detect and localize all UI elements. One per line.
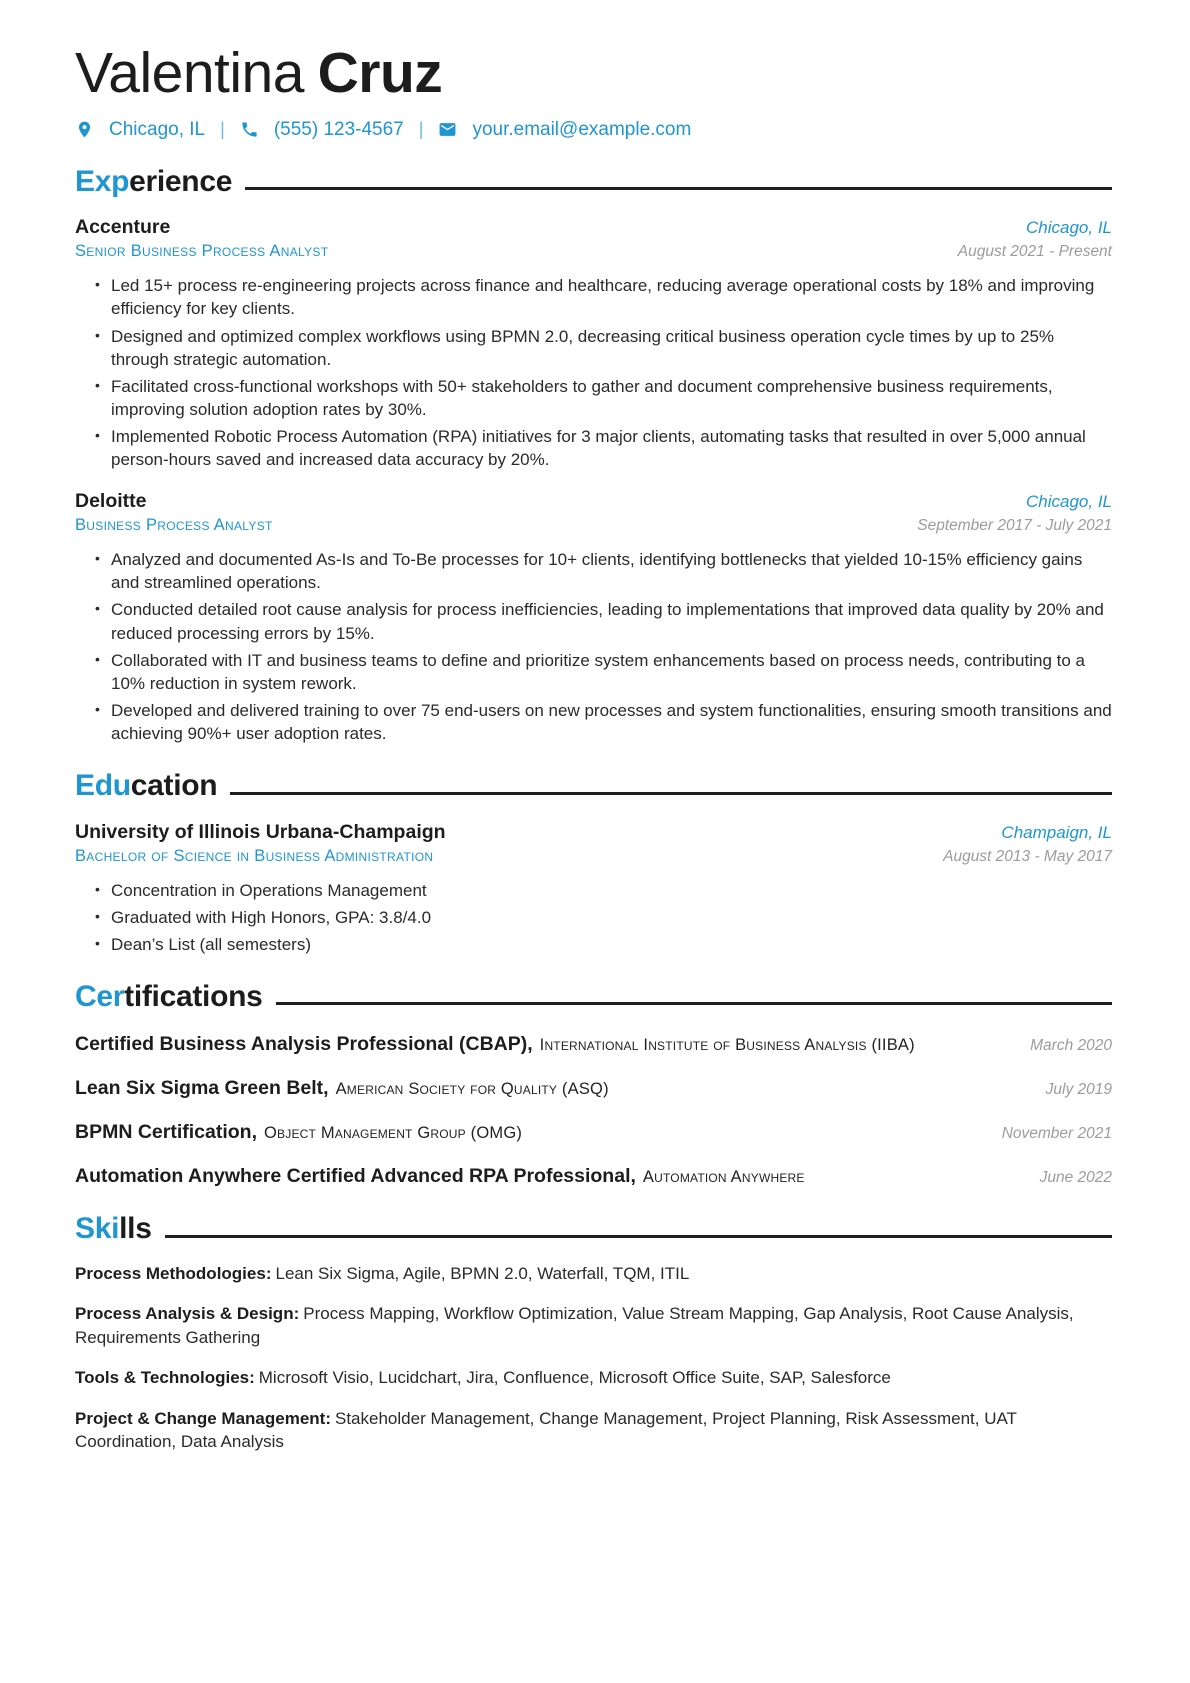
section-experience [75,166,1112,745]
title-rest: tifications [124,979,263,1013]
entry-subheader [75,242,1112,261]
certification-row [75,1077,1112,1100]
certification-date: March 2020 [1030,1037,1112,1055]
skill-text: Lean Six Sigma, Agile, BPMN 2.0, Waterfall, TQM, ITIL [275,1263,690,1283]
bullet-item: • Graduated with High Honors, GPA: 3.8/4.0 [111,906,1112,929]
experience-entry [75,490,1112,745]
bullet-list [75,879,1112,956]
skill-line [75,1366,1112,1389]
skill-line [75,1407,1112,1454]
title-accent: Ski [75,1212,120,1246]
bullet-list [75,274,1112,471]
section-rule [165,1235,1112,1238]
company-name: Deloitte [75,490,147,513]
certification-info [75,1077,639,1100]
entry-header [75,490,1112,513]
entry-role: Senior Business Process Analyst [75,242,329,261]
skill-label: Tools & Technologies: [75,1368,255,1388]
company-name: Accenture [75,216,171,239]
title-accent: Edu [75,769,131,803]
bullet-item: • Facilitated cross-functional workshops with 50+ stakeholders to gather and document comprehensive business requirements, improving solution adoption rates by 30%. [111,375,1112,421]
skills-title [75,1213,1112,1245]
bullet-item: • Dean’s List (all semesters) [111,933,1112,956]
certification-org: International Institute of Business Analysis (IIBA) [539,1036,915,1055]
contact-email: your.email@example.com [472,118,692,140]
education-title [75,770,1112,802]
certification-row [75,1165,1112,1188]
degree: Bachelor of Science in Business Administration [75,846,434,865]
bullet-item: • Analyzed and documented As-Is and To-Be processes for 10+ clients, identifying bottlenecks that yielded 10-15% efficiency gains and streamlined operations. [111,548,1112,594]
section-certifications [75,981,1112,1189]
phone-icon [240,120,259,139]
school-name: University of Illinois Urbana-Champaign [75,820,446,843]
certification-name: Certified Business Analysis Professional (CBAP), [75,1033,533,1056]
section-education [75,770,1112,956]
entry-location: Chicago, IL [1026,218,1112,238]
certification-info [75,1121,552,1144]
entry-role: Business Process Analyst [75,516,273,535]
entry-subheader [75,847,1112,866]
last-name: Cruz [317,41,443,105]
entry-dates: August 2013 - May 2017 [943,847,1112,865]
certification-name: Lean Six Sigma Green Belt, [75,1077,329,1100]
certifications-title [75,981,1112,1013]
section-rule [230,792,1112,795]
entry-header [75,821,1112,844]
entry-dates: August 2021 - Present [957,243,1112,261]
person-name [75,41,1112,105]
certification-date: June 2022 [1039,1169,1112,1187]
first-name: Valentina [75,41,304,105]
bullet-item: • Conducted detailed root cause analysis for process inefficiencies, leading to implementations that improved data quality by 20% and reduced processing errors by 15%. [111,598,1112,644]
entry-subheader [75,516,1112,535]
mail-icon [438,120,457,139]
certification-row [75,1121,1112,1144]
certification-name: BPMN Certification, [75,1121,258,1144]
skill-line [75,1302,1112,1349]
section-rule [276,1002,1112,1005]
certification-org: Automation Anywhere [642,1168,805,1187]
bullet-item: • Collaborated with IT and business teams to define and prioritize system enhancements based on process needs, contributing to a 10% reduction in system rework. [111,649,1112,695]
entry-header [75,216,1112,239]
skill-line [75,1262,1112,1285]
certification-date: July 2019 [1045,1081,1112,1099]
skill-label: Process Analysis & Design: [75,1304,300,1324]
title-accent: Exp [75,164,130,198]
entry-location: Champaign, IL [1001,822,1112,842]
entry-location: Chicago, IL [1026,492,1112,512]
entry-dates: September 2017 - July 2021 [917,517,1112,535]
education-entry [75,821,1112,956]
location-pin-icon [75,120,94,139]
bullet-item: • Led 15+ process re-engineering projects across finance and healthcare, reducing average operational costs by 18% and improving efficiency for key clients. [111,274,1112,320]
experience-title [75,166,1112,198]
bullet-item: • Implemented Robotic Process Automation (RPA) initiatives for 3 major clients, automating tasks that resulted in over 5,000 annual person-hours saved and increased data accuracy by 20%. [111,425,1112,471]
title-rest: cation [130,769,218,803]
certification-row [75,1033,1112,1056]
certification-name: Automation Anywhere Certified Advanced RPA Professional, [75,1165,636,1188]
skill-text: Process Mapping, Workflow Optimization, Value Stream Mapping, Gap Analysis, Root Cause Analysis, Requirements Gathering [75,1304,1074,1347]
title-rest: lls [119,1212,152,1246]
bullet-list [75,548,1112,745]
contact-phone: (555) 123-4567 [273,118,404,140]
certification-info [75,1165,835,1188]
certification-info [75,1033,945,1056]
skill-text: Microsoft Visio, Lucidchart, Jira, Confluence, Microsoft Office Suite, SAP, Salesforce [258,1368,891,1388]
section-rule [245,187,1112,190]
experience-entry [75,216,1112,471]
contact-row [75,119,1112,141]
contact-location: Chicago, IL [109,118,206,140]
bullet-item: • Designed and optimized complex workflows using BPMN 2.0, decreasing critical business operation cycle times by up to 25% through strategic automation. [111,325,1112,371]
certification-date: November 2021 [1001,1125,1112,1143]
bullet-item: • Concentration in Operations Management [111,879,1112,902]
contact-separator: | [418,119,424,140]
title-accent: Cer [75,979,125,1013]
certification-org: American Society for Quality (ASQ) [335,1080,609,1099]
skill-label: Project & Change Management: [75,1408,331,1428]
bullet-item: • Developed and delivered training to over 75 end-users on new processes and system functionalities, ensuring smooth transitions and achieving 90%+ user adoption rates. [111,699,1112,745]
certification-org: Object Management Group (OMG) [264,1124,523,1143]
skill-label: Process Methodologies: [75,1263,272,1283]
contact-separator: | [220,119,225,140]
skill-text: Stakeholder Management, Change Management, Project Planning, Risk Assessment, UAT Coordination, Data Analysis [75,1408,1017,1452]
title-rest: erience [129,164,233,198]
section-skills [75,1213,1112,1453]
